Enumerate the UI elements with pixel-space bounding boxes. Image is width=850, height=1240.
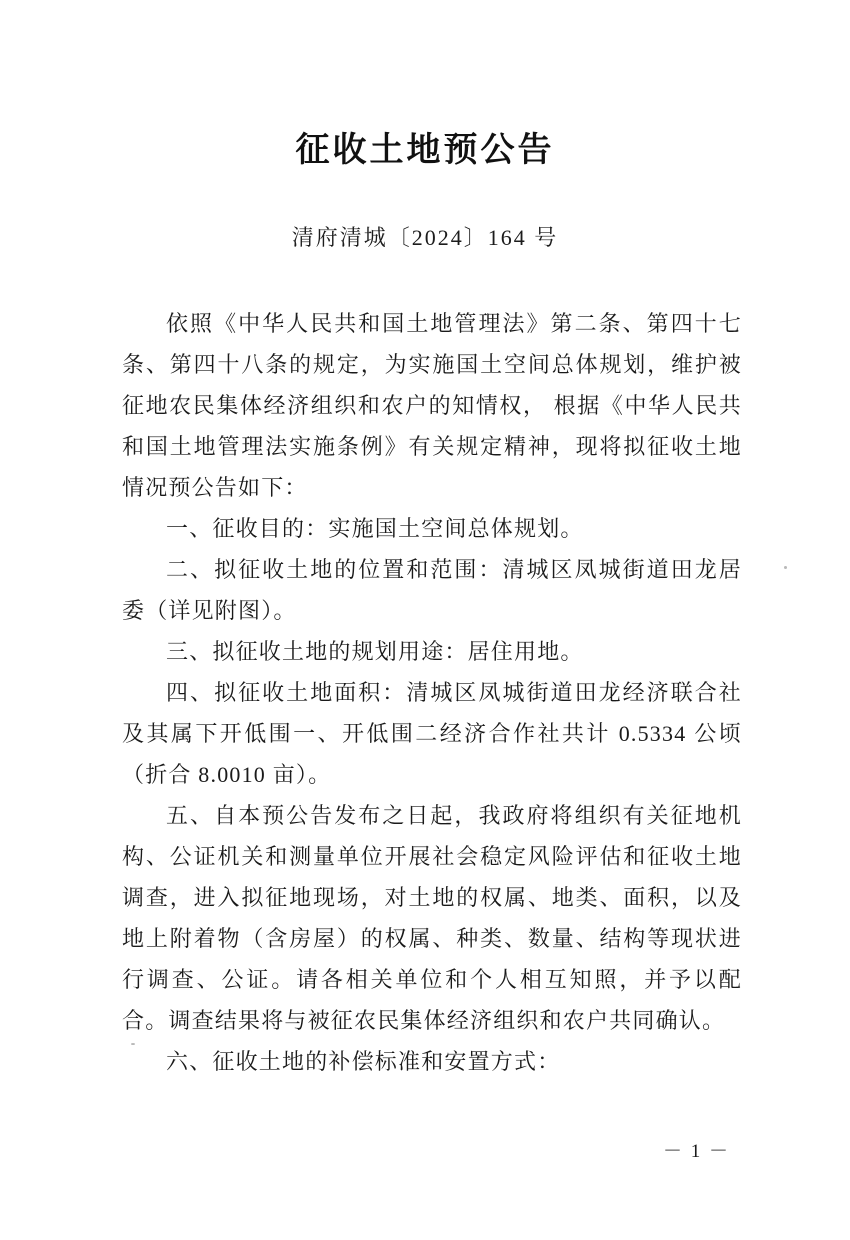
paragraph-item-6-compensation: 六、征收土地的补偿标准和安置方式： [166,1049,561,1074]
paragraph-item-4-area: 四、拟征收土地面积：清城区凤城街道田龙经济联合社及其属下开低围一、开低围二经济合作社共计 0.5334 公顷（折合 8.0010 亩）。 [122,680,742,787]
paragraph-item-2-location: 二、拟征收土地的位置和范围：清城区凤城街道田龙居委（详见附图）。 [122,557,742,623]
document-number: 清府清城〔2024〕164 号 [291,225,559,250]
page-number: － 1 － [662,1141,730,1162]
paragraph-item-3-planned-use: 三、拟征收土地的规划用途：居住用地。 [166,639,584,664]
document-body [122,303,742,1082]
scan-noise-speck [784,566,787,569]
paragraph-item-5-survey: 五、自本预公告发布之日起，我政府将组织有关征地机构、公证机关和测量单位开展社会稳定风险评估和征收土地调查，进入拟征地现场，对土地的权属、地类、面积，以及地上附着物（含房屋）的权属、种类、数量、结构等现状进行调查、公证。请各相关单位和个人相互知照，并予以配合。调查结果将与被征农民集体经济组织和农户共同确认。 [122,803,742,1033]
paragraph-legal-basis: 依照《中华人民共和国土地管理法》第二条、第四十七条、第四十八条的规定，为实施国土空间总体规划，维护被征地农民集体经济组织和农户的知情权， 根据《中华人民共和国土地管理法实施条例》有关规定精神，现将拟征收土地情况预公告如下： [122,311,742,500]
document-title: 征收土地预公告 [295,132,555,169]
paragraph-item-1-purpose: 一、征收目的：实施国土空间总体规划。 [166,516,584,541]
scan-noise-speck [131,1043,135,1045]
